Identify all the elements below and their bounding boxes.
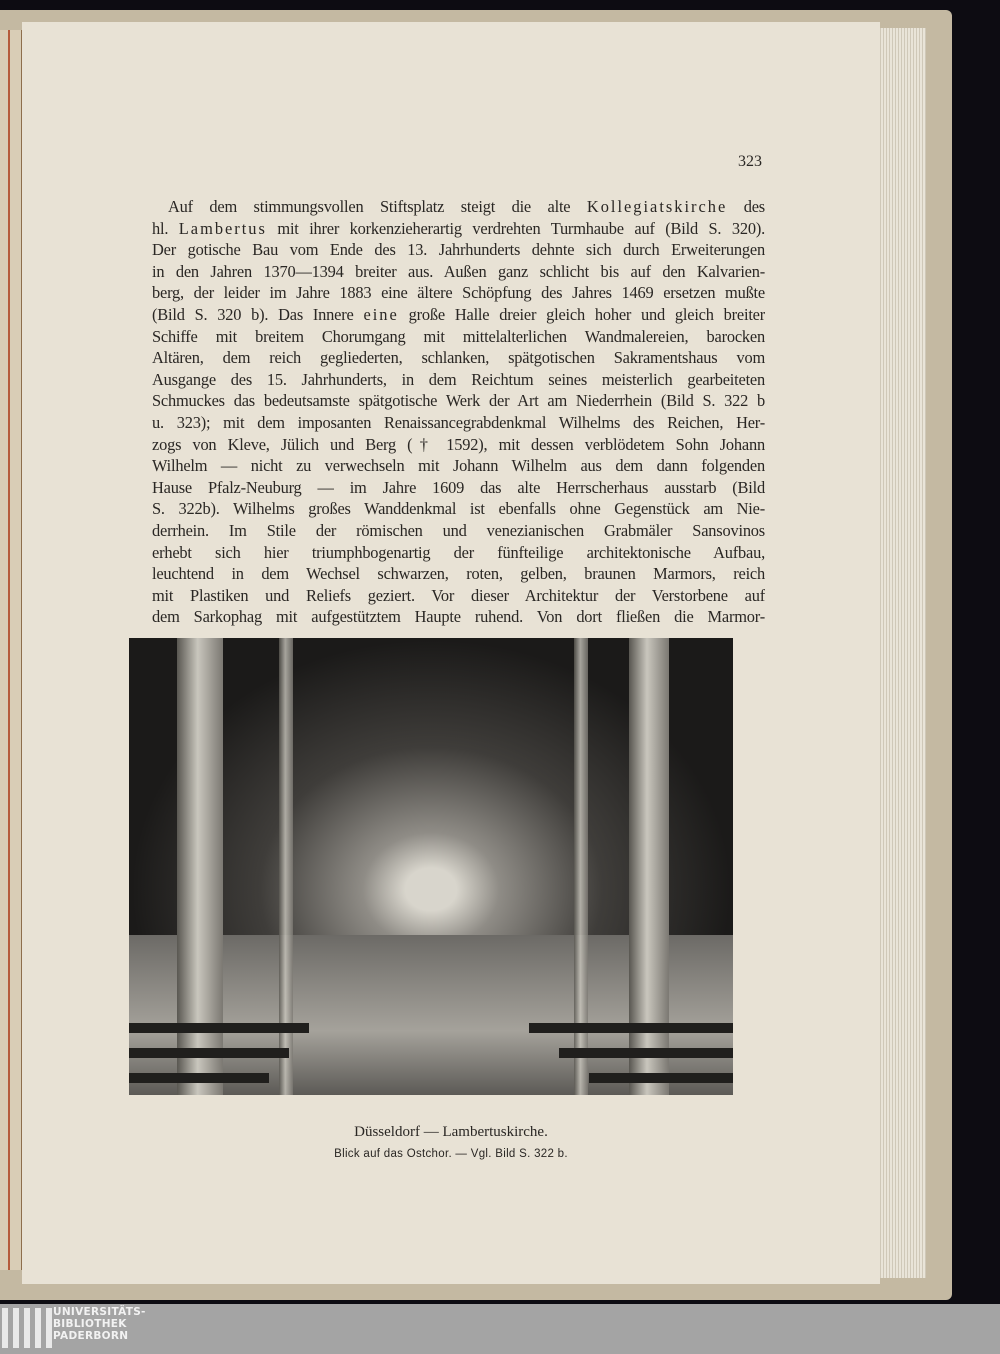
page-stack — [878, 28, 926, 1278]
text-line: leuchtend in dem Wechsel schwarzen, roten, gelben, braunen Marmors, reich — [152, 564, 765, 584]
text-line: Schmuckes das bedeutsamste spätgotische Werk der Art am Niederrhein (Bild S. 322 b — [152, 391, 765, 411]
text-line: zogs von Kleve, Jülich und Berg († 1592), mit dessen verblödetem Sohn Johann — [152, 434, 765, 454]
text-line: S. 322b). Wilhelms großes Wanddenkmal ist ebenfalls ohne Gegenstück am Nie- — [152, 499, 765, 519]
photo-pew — [129, 1048, 289, 1058]
logo-line: UNIVERSITÄTS- — [53, 1306, 146, 1318]
text-line: hl. Lambertus mit ihrer korkenzieherartig verdrehten Turmhaube auf (Bild S. 320). — [152, 218, 765, 238]
text-line: derrhein. Im Stile der römischen und venezianischen Grabmäler Sansovinos — [152, 520, 765, 540]
library-logo-text — [53, 1306, 146, 1342]
figure-subcaption: Blick auf das Ostchor. — Vgl. Bild S. 322 b. — [334, 1148, 568, 1160]
text-line: berg, der leider im Jahre 1883 eine ältere Schöpfung des Jahres 1469 ersetzen mußte — [152, 283, 765, 303]
text-line: dem Sarkophag mit aufgestütztem Haupte ruhend. Von dort fließen die Marmor- — [152, 607, 765, 627]
left-page-edge — [0, 30, 22, 1270]
logo-line: PADERBORN — [53, 1330, 129, 1342]
text-line: Auf dem stimmungsvollen Stiftsplatz steigt die alte Kollegiatskirche des — [168, 197, 765, 216]
text-line: in den Jahren 1370—1394 breiter aus. Außen ganz schlicht bis auf den Kalvarien- — [152, 261, 765, 281]
photo-pew — [129, 1073, 269, 1083]
photo-pew — [529, 1023, 733, 1033]
body-text — [152, 196, 765, 628]
photo-pew — [129, 1023, 309, 1033]
text-line: u. 323); mit dem imposanten Renaissancegrabdenkmal Wilhelms des Reichen, Her- — [152, 412, 765, 432]
text-line: Schiffe mit breitem Chorumgang mit mittelalterlichen Wandmalereien, barocken — [152, 326, 765, 346]
photo-pew — [559, 1048, 733, 1058]
text-line: (Bild S. 320 b). Das Innere eine große Halle dreier gleich hoher und gleich breiter — [152, 304, 765, 324]
library-footer — [0, 1304, 1000, 1354]
text-line: Hause Pfalz-Neuburg — im Jahre 1609 das alte Herrscherhaus ausstarb (Bild — [152, 477, 765, 497]
text-line: Der gotische Bau vom Ende des 13. Jahrhunderts dehnte sich durch Erweiterungen — [152, 240, 765, 260]
text-line: Wilhelm — nicht zu verwechseln mit Johann Wilhelm aus dem dann folgenden — [152, 456, 765, 476]
page-number: 323 — [738, 153, 762, 170]
library-logo-icon — [2, 1308, 52, 1348]
text-line: Altären, dem reich gegliederten, schlanken, spätgotischen Sakramentshaus vom — [152, 348, 765, 368]
photo-pew — [589, 1073, 733, 1083]
text-line: Ausgange des 15. Jahrhunderts, in dem Reichtum seines meisterlich gearbeiteten — [152, 369, 765, 389]
church-interior-photo — [129, 638, 733, 1095]
logo-line: BIBLIOTHEK — [53, 1318, 127, 1330]
text-line: mit Plastiken und Reliefs geziert. Vor dieser Architektur der Verstorbene auf — [152, 585, 765, 605]
text-line: erhebt sich hier triumphbogenartig der fünfteilige architektonische Aufbau, — [152, 542, 765, 562]
figure-caption: Düsseldorf — Lambertuskirche. — [354, 1124, 548, 1140]
left-page-red-edge — [8, 30, 10, 1270]
